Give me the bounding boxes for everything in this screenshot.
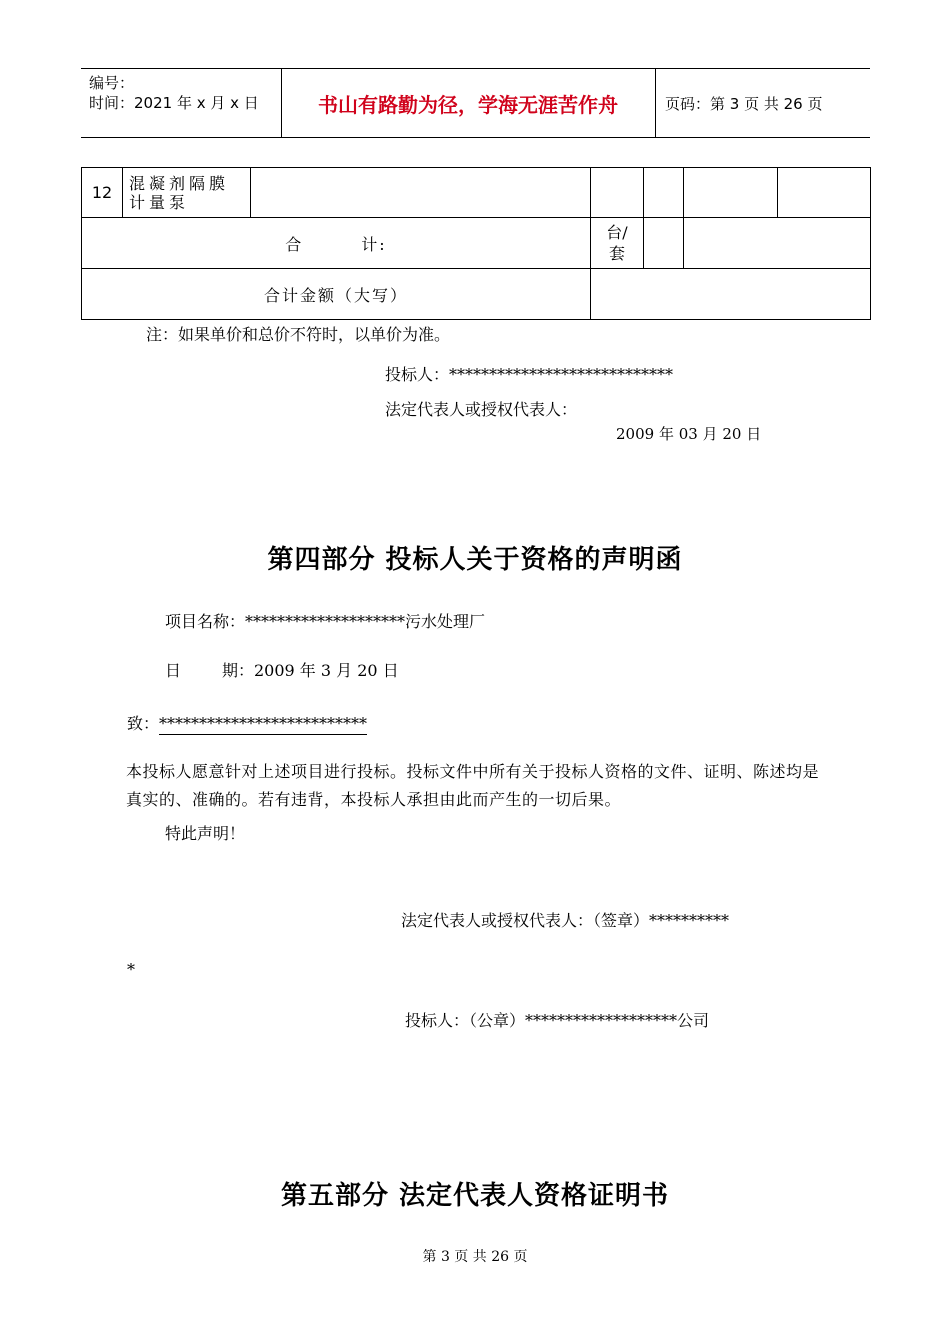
addressee-line [127,711,367,734]
table-cell [684,218,871,269]
table-cell [644,168,684,218]
item-name-line: 混凝剂隔膜 [129,173,230,193]
amount-row [82,269,871,320]
time-label: 时间：2021 年 x 月 x 日 [89,94,259,112]
total-label-b: 计: [361,234,387,254]
bidder-seal-line: 投标人：（公章）*******************公司 [405,1011,710,1030]
total-label-a: 合 [285,234,304,254]
amount-label: 合计金额（大写） [82,269,591,320]
section4-title: 第四部分 投标人关于资格的声明函 [267,545,683,575]
table-row [82,168,871,218]
header-divider [655,69,656,137]
section5-title: 第五部分 法定代表人资格证明书 [280,1181,670,1211]
quotation-table [81,167,871,320]
row-number: 12 [82,168,123,218]
item-name-cell [123,168,251,218]
table-cell [591,168,644,218]
declaration-paragraph: 本投标人愿意针对上述项目进行投标。投标文件中所有关于投标人资格的文件、证明、陈述均是真实的、准确的。若有违背，本投标人承担由此而产生的一切后果。 [126,762,820,809]
declare-text: 特此声明！ [165,824,246,843]
project-name: 项目名称：********************污水处理厂 [165,612,486,631]
total-row [82,218,871,269]
unit-cell [591,218,644,269]
note-text: 注：如果单价和总价不符时，以单价为准。 [146,325,451,344]
representative-line: 法定代表人或授权代表人： [385,400,578,419]
date-label: 日 [165,661,182,680]
to-value: ************************** [159,714,368,733]
total-label [82,218,591,269]
signature-wrap: * [127,960,135,979]
header-page-info: 页码：第 3 页 共 26 页 [665,95,823,113]
table-cell [778,168,871,218]
date-line: 2009 年 03 月 20 日 [616,425,762,443]
page-header [81,68,870,138]
table-cell [684,168,778,218]
header-motto: 书山有路勤为径，学海无涯苦作舟 [318,92,618,117]
serial-label: 编号： [89,74,135,92]
amount-value-cell [591,269,871,320]
table-cell [644,218,684,269]
unit-line: 套 [608,244,625,263]
header-meta [89,73,259,113]
to-label: 致： [127,714,160,733]
date-value: 期：2009 年 3 月 20 日 [222,661,399,680]
page-footer: 第 3 页 共 26 页 [422,1249,528,1265]
bidder-line: 投标人：**************************** [385,365,674,384]
item-name-line: 计量泵 [129,192,190,212]
unit-line: 台/ [606,223,628,242]
signature-line: 法定代表人或授权代表人：（签章）********** [401,911,730,930]
table-cell [251,168,591,218]
